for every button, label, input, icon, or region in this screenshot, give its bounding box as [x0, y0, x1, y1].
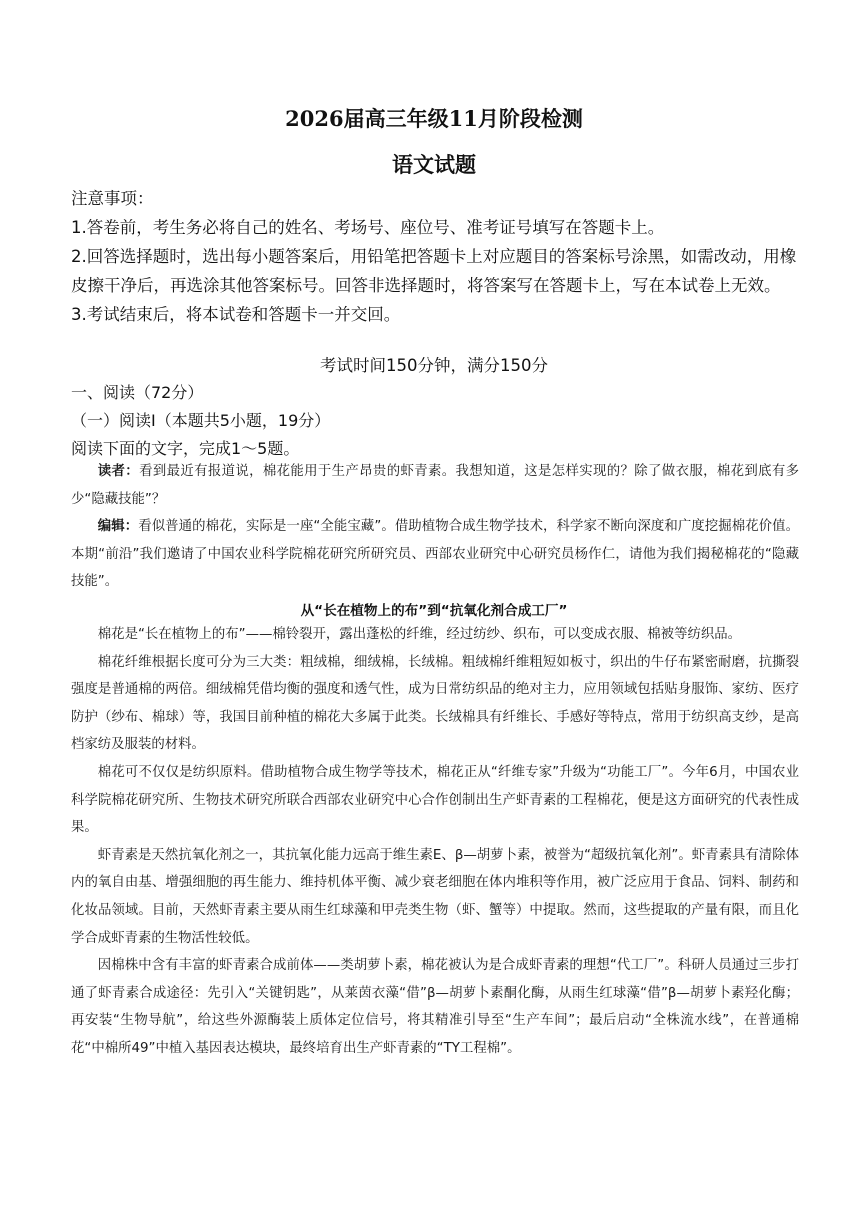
article-paragraph: 棉花纤维根据长度可分为三大类：粗绒棉，细绒棉，长绒棉。粗绒棉纤维粗短如板寸，织出的牛仔布紧密耐磨，抗撕裂强度是普通棉的两倍。细绒棉凭借均衡的强度和透气性，成为日常纺织品的绝对主力，应用领域包括贴身服饰、家纺、医疗防护（纱布、棉球）等，我国目前种植的棉花大多属于此类。长绒棉具有纤维长、手感好等特点，常用于纺织高支纱，是高档家纺及服装的材料。	[71, 654, 799, 753]
part-title: 一、阅读（72分）	[71, 383, 204, 402]
article-paragraph: 因棉株中含有丰富的虾青素合成前体——类胡萝卜素，棉花被认为是合成虾青素的理想“代工厂”。科研人员通过三步打通了虾青素合成途径：先引入“关键钥匙”，从莱茵衣藻“借”β—胡萝卜素酮化酶，从雨生红球藻“借”β—胡萝卜素羟化酶；再安装“生物导航”，给这些外源酶装上质体定位信号，将其精准引导至“生产车间”；最后启动“全株流水线”，在普通棉花“中棉所49”中植入基因表达模块，最终培育出生产虾青素的“TY工程棉”。	[71, 958, 799, 1056]
notice-section	[71, 184, 801, 329]
intro-dialogue	[71, 458, 799, 596]
editor-paragraph	[71, 513, 799, 596]
editor-text: 看似普通的棉花，实际是一座“全能宝藏”。借助植物合成生物学技术，科学家不断向深度和广度挖掘棉花价值。本期“前沿”我们邀请了中国农业科学院棉花研究所研究员、西部农业研究中心研究员杨作仁，请他为我们揭秘棉花的“隐藏技能”。	[71, 519, 800, 590]
instruction: 阅读下面的文字，完成1～5题。	[71, 439, 300, 458]
article-paragraph: 棉花可不仅仅是纺织原料。借助植物合成生物学等技术，棉花正从“纤维专家”升级为“功能工厂”。今年6月，中国农业科学院棉花研究所、生物技术研究所联合西部农业研究中心合作创制出生产虾青素的工程棉花，便是这方面研究的代表性成果。	[71, 764, 799, 836]
exam-title: 2026届高三年级11月阶段检测	[285, 106, 583, 131]
article-body	[71, 621, 799, 1063]
notice-item: 2.回答选择题时，选出每小题答案后，用铅笔把答题卡上对应题目的答案标号涂黑，如需改动，用橡皮擦干净后，再选涂其他答案标号。回答非选择题时，将答案写在答题卡上，写在本试卷上无效。	[71, 247, 797, 295]
notice-item: 3.考试结束后，将本试卷和答题卡一并交回。	[71, 305, 401, 324]
editor-label: 编辑：	[97, 519, 139, 535]
sub-title: （一）阅读Ⅰ（本题共5小题，19分）	[71, 411, 331, 430]
exam-subtitle: 语文试题	[392, 152, 476, 177]
exam-info: 考试时间150分钟，满分150分	[320, 356, 548, 375]
reader-paragraph	[71, 458, 799, 513]
article-paragraph: 棉花是“长在植物上的布”——棉铃裂开，露出蓬松的纤维，经过纺纱、织布，可以变成衣服、棉被等纺织品。	[97, 627, 742, 642]
reader-text: 看到最近有报道说，棉花能用于生产昂贵的虾青素。我想知道，这是怎样实现的？除了做衣服，棉花到底有多少“隐藏技能”？	[71, 464, 800, 507]
notice-heading: 注意事项：	[71, 189, 154, 208]
article-heading: 从“长在植物上的布”到“抗氧化剂合成工厂”	[300, 603, 568, 619]
notice-item: 1.答卷前，考生务必将自己的姓名、考场号、座位号、准考证号填写在答题卡上。	[71, 218, 665, 237]
reader-label: 读者：	[97, 464, 140, 479]
article-paragraph: 虾青素是天然抗氧化剂之一，其抗氧化能力远高于维生素E、β—胡萝卜素，被誉为“超级抗氧化剂”。虾青素具有清除体内的氧自由基、增强细胞的再生能力、维持机体平衡、减少衰老细胞在体内堆积等作用，被广泛应用于食品、饲料、制药和化妆品领域。目前，天然虾青素主要从雨生红球藻和甲壳类生物（虾、蟹等）中提取。然而，这些提取的产量有限，而且化学合成虾青素的生物活性较低。	[71, 847, 799, 946]
